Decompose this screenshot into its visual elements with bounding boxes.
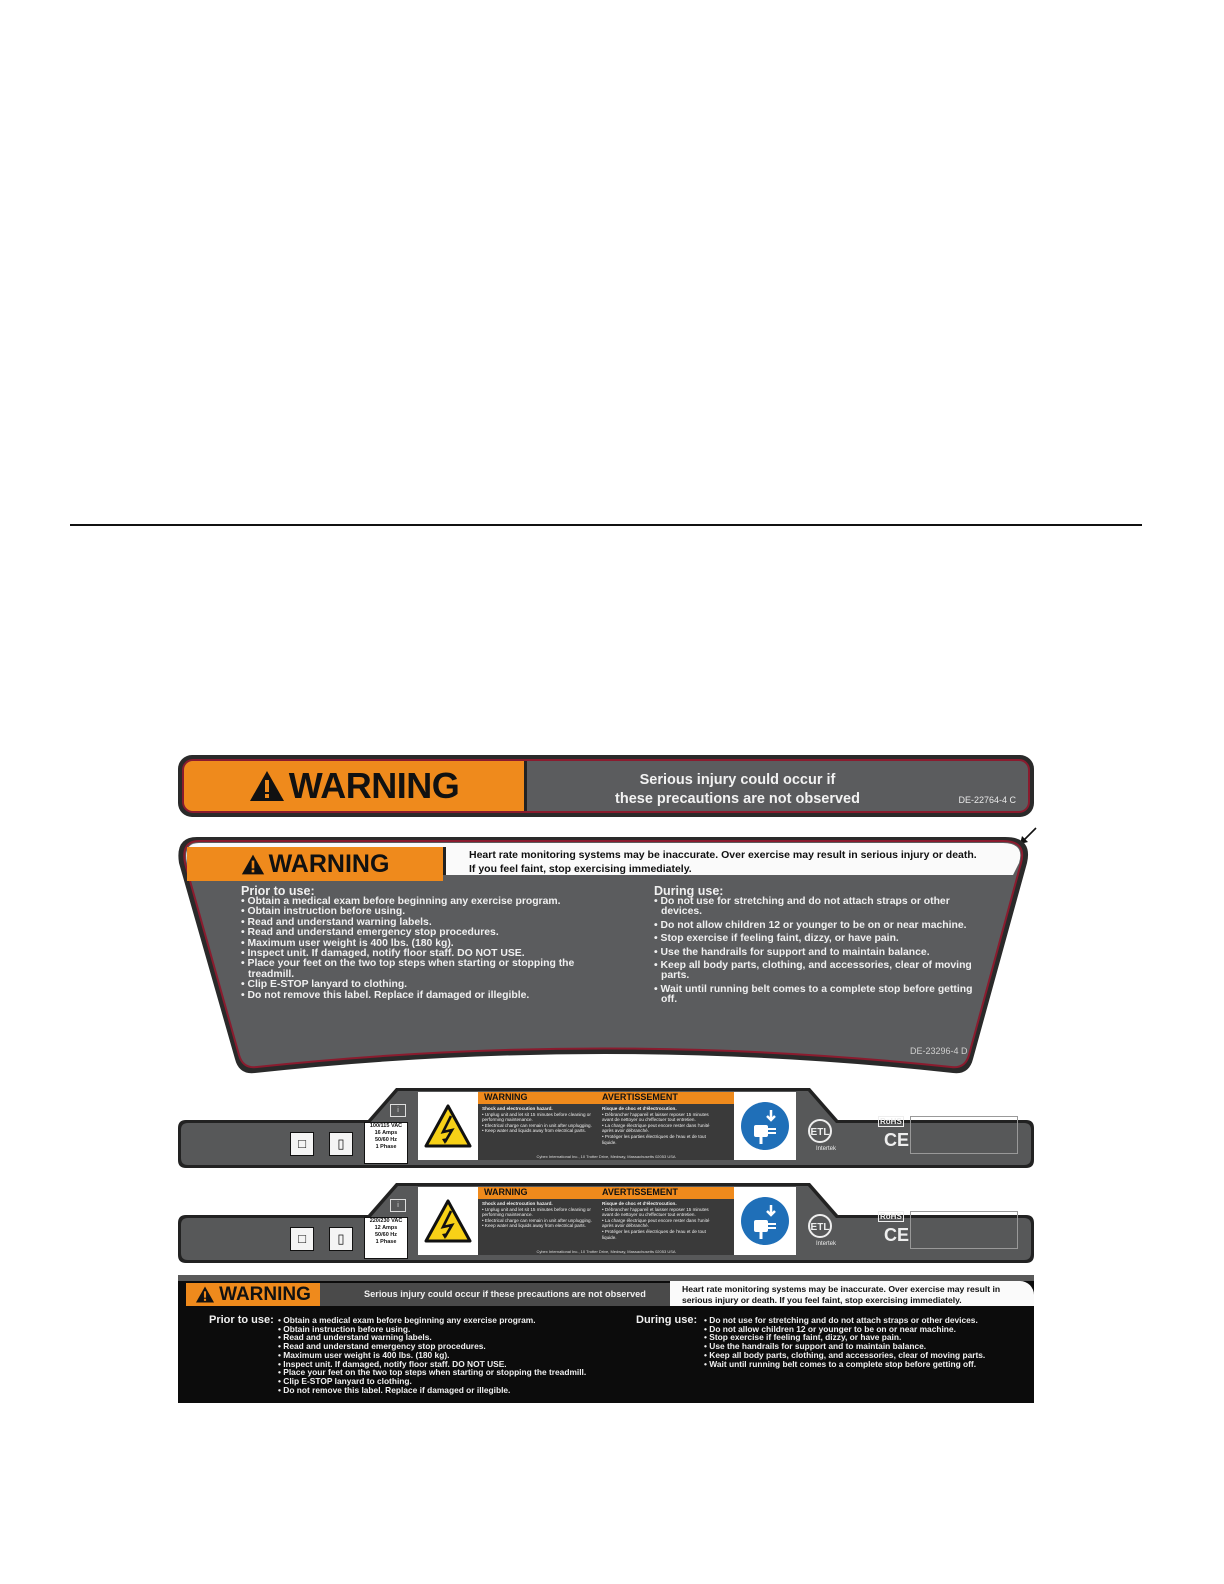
fcc-notice: [910, 1211, 1018, 1249]
rohs-mark: RoHS: [880, 1212, 902, 1221]
warning-message: Heart rate monitoring systems may be inaccurate. Over exercise may result in serious injury or death. If you feel faint, stop exercising immediately.: [469, 849, 977, 875]
warning-heading: WARNING: [219, 1283, 311, 1305]
phone-icon: ▯: [329, 1227, 353, 1251]
warning-en-heading: WARNING: [484, 1187, 528, 1197]
list-item: • Do not remove this label. Replace if damaged or illegible.: [241, 991, 581, 1001]
list-item: • Read and understand warning labels.: [241, 918, 581, 928]
unplug-symbol: [734, 1187, 796, 1255]
high-voltage-symbol: [418, 1092, 478, 1160]
list-item: • Wait until running belt comes to a complete stop before getting off.: [654, 985, 974, 1006]
manufacturer-footer: Cybex International Inc., 10 Trotter Drive, Medway, Massachusetts 02053 USA: [536, 1249, 676, 1254]
warning-en-heading: WARNING: [484, 1092, 528, 1102]
hazard-fr-text: Risque de choc et d'électrocution. • Débrancher l'appareil et laisser reposer 15 minutes avant de nettoyer ou d'effectuer tout entretien. • La charge électrique peut encore rester dans l'unité après avoir débranché. • Protéger les parties électriques de l'eau et de tout liquide.: [602, 1201, 710, 1240]
list-item: • Obtain a medical exam before beginning any exercise program.: [241, 897, 581, 907]
during-use-list: [654, 897, 974, 1006]
electrical-ratings: 220/230 VAC 12 Amps 50/60 Hz 1 Phase: [364, 1217, 408, 1259]
ce-mark-icon: CE: [884, 1225, 910, 1245]
warning-triangle-icon: [241, 854, 265, 875]
during-use-heading: During use:: [654, 884, 724, 898]
list-item: • Do not remove this label. Replace if damaged or illegible.: [278, 1386, 648, 1395]
prior-to-use-list: [278, 1316, 648, 1394]
list-item: • Read and understand warning labels.: [278, 1333, 648, 1342]
unplug-icon: [734, 1092, 796, 1160]
list-item: • Do not use for stretching and do not attach straps or other devices.: [704, 1316, 1024, 1325]
manual-icon: i: [390, 1104, 406, 1117]
unplug-icon: [734, 1187, 796, 1255]
list-item: • Inspect unit. If damaged, notify floor staff. DO NOT USE.: [241, 949, 581, 959]
prior-to-use-list: [241, 897, 581, 1001]
rohs-mark: RoHS: [880, 1117, 902, 1126]
electric-hazard-icon: [418, 1092, 478, 1160]
warning-banner: [184, 761, 524, 811]
hazard-fr-text: Risque de choc et d'électrocution. • Débrancher l'appareil et laisser reposer 15 minutes avant de nettoyer ou d'effectuer tout entretien. • La charge électrique peut encore rester dans l'unité après avoir débranché. • Protéger les parties électriques de l'eau et de tout liquide.: [602, 1106, 710, 1145]
part-code: DE-22764-4 C: [958, 795, 1016, 805]
electrical-ratings: 100/115 VAC 16 Amps 50/60 Hz 1 Phase: [364, 1122, 408, 1164]
list-item: • Inspect unit. If damaged, notify floor staff. DO NOT USE.: [278, 1360, 648, 1369]
fcc-notice: [910, 1116, 1018, 1154]
warning-label-wide: [178, 1275, 1034, 1403]
ce-mark-icon: CE: [884, 1130, 910, 1150]
list-item: • Use the handrails for support and to maintain balance.: [654, 948, 974, 958]
warning-label-short: [178, 755, 1034, 817]
power-label-230v: [178, 1179, 1034, 1263]
list-item: • Use the handrails for support and to maintain balance.: [704, 1342, 1024, 1351]
list-item: • Keep all body parts, clothing, and accessories, clear of moving parts.: [704, 1351, 1024, 1360]
list-item: • Obtain instruction before using.: [278, 1325, 648, 1334]
hazard-en-text: Shock and electrocution hazard. • Unplug unit and let sit 15 minutes before cleaning or performing maintenance. • Electrical charge can remain in unit after unplugging. • Keep water and liquids away from electrical parts.: [482, 1201, 592, 1229]
part-code: DE-23296-4 D: [910, 1046, 968, 1056]
list-item: • Wait until running belt comes to a complete stop before getting off.: [704, 1360, 1024, 1369]
during-use-list: [704, 1316, 1024, 1368]
warning-label-instructions: [175, 835, 1040, 1077]
bilingual-warning: [478, 1187, 734, 1255]
list-item: • Maximum user weight is 400 lbs. (180 kg).: [241, 939, 581, 949]
list-item: • Stop exercise if feeling faint, dizzy, or have pain.: [654, 934, 974, 944]
warning-heading: WARNING: [288, 765, 460, 806]
warning-fr-heading: AVERTISSEMENT: [602, 1187, 678, 1197]
list-item: • Clip E-STOP lanyard to clothing.: [241, 980, 581, 990]
list-item: • Clip E-STOP lanyard to clothing.: [278, 1377, 648, 1386]
list-item: • Maximum user weight is 400 lbs. (180 kg).: [278, 1351, 648, 1360]
list-item: • Do not allow children 12 or younger to be on or near machine.: [654, 921, 974, 931]
prior-to-use-section: [241, 885, 581, 1001]
svg-text:ETL: ETL: [810, 1127, 830, 1138]
heart-rate-message: Heart rate monitoring systems may be inaccurate. Over exercise may result in serious injury or death. If you feel faint, stop exercising immediately.: [682, 1284, 1001, 1305]
power-label-115v: [178, 1084, 1034, 1168]
display-icon: □: [290, 1132, 314, 1156]
intertek-brand: Intertek: [815, 1146, 836, 1152]
list-item: • Obtain a medical exam before beginning any exercise program.: [278, 1316, 648, 1325]
list-item: • Obtain instruction before using.: [241, 907, 581, 917]
etl-mark-icon: [806, 1213, 838, 1239]
hazard-en-text: Shock and electrocution hazard. • Unplug unit and let sit 15 minutes before cleaning or performing maintenance. • Electrical charge can remain in unit after unplugging. • Keep water and liquids away from electrical parts.: [482, 1106, 592, 1134]
bilingual-warning: [478, 1092, 734, 1160]
list-item: • Keep all body parts, clothing, and accessories, clear of moving parts.: [654, 961, 974, 982]
list-item: • Do not allow children 12 or younger to be on or near machine.: [704, 1325, 1024, 1334]
list-item: • Do not use for stretching and do not attach straps or other devices.: [654, 897, 974, 918]
warning-triangle-icon: [195, 1286, 215, 1303]
manufacturer-footer: Cybex International Inc., 10 Trotter Drive, Medway, Massachusetts 02053 USA: [536, 1154, 676, 1159]
prior-to-use-heading: Prior to use:: [209, 1314, 274, 1326]
during-use-section: [654, 885, 974, 1009]
etl-mark-icon: [806, 1118, 838, 1144]
manual-icon: i: [390, 1199, 406, 1212]
warning-banner: [187, 847, 443, 881]
phone-icon: ▯: [329, 1132, 353, 1156]
list-item: • Stop exercise if feeling faint, dizzy, or have pain.: [704, 1333, 1024, 1342]
high-voltage-symbol: [418, 1187, 478, 1255]
list-item: • Read and understand emergency stop procedures.: [241, 928, 581, 938]
warning-triangle-icon: [249, 770, 285, 802]
prior-to-use-heading: Prior to use:: [241, 884, 315, 898]
svg-text:ETL: ETL: [810, 1222, 830, 1233]
electric-hazard-icon: [418, 1187, 478, 1255]
list-item: • Place your feet on the two top steps when starting or stopping the treadmill.: [241, 959, 581, 980]
during-use-heading: During use:: [636, 1314, 698, 1326]
warning-banner: [186, 1283, 320, 1306]
list-item: • Read and understand emergency stop procedures.: [278, 1342, 648, 1351]
warning-message: Serious injury could occur if these precautions are not observed: [364, 1289, 646, 1299]
horizontal-rule: [70, 524, 1142, 526]
warning-message: Serious injury could occur if these precautions are not observed: [615, 772, 860, 807]
warning-heading: WARNING: [268, 849, 390, 878]
list-item: • Place your feet on the two top steps when starting or stopping the treadmill.: [278, 1368, 648, 1377]
intertek-brand: Intertek: [815, 1241, 836, 1247]
display-icon: □: [290, 1227, 314, 1251]
warning-fr-heading: AVERTISSEMENT: [602, 1092, 678, 1102]
unplug-symbol: [734, 1092, 796, 1160]
